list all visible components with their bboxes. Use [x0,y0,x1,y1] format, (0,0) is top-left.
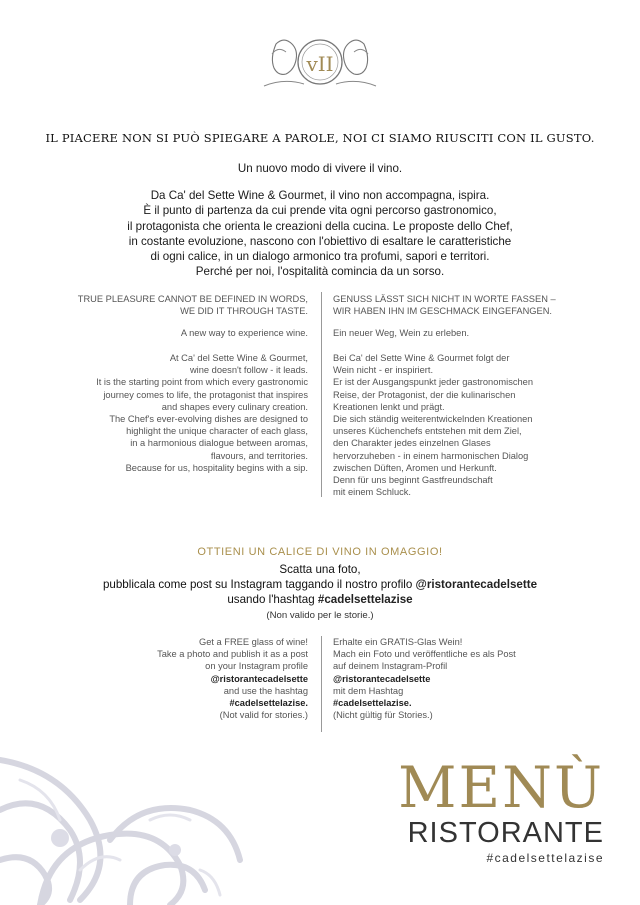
intro-de-line: Denn für uns beginnt Gastfreundschaft [333,475,493,486]
promo-en-line: Take a photo and publish it as a post [157,649,308,660]
intro-en-line: The Chef's ever-evolving dishes are designed to [109,414,308,425]
intro-it-line: di ogni calice, in un dialogo armonico tra profumi, sapori e territori. [150,250,490,264]
promo-heading: OTTIENI UN CALICE DI VINO IN OMAGGIO! [197,546,443,558]
intro-de-line: zwischen Düften, Aromen und Herkunft. [333,462,497,473]
promo-en-line: and use the hashtag [223,685,308,696]
promo-de-line: mit dem Hashtag [333,685,404,696]
menu-title: MENÙ [398,755,604,821]
hashtag-link[interactable]: #cadelsettelazise [317,593,413,607]
intro-de-subtitle [333,327,469,339]
intro-en-line: flavours, and territories. [210,450,308,461]
intro-en-heading [78,293,308,317]
promo-de-line: (Nicht gültig für Stories.) [333,710,433,721]
promo-it-text: usando l'hashtag [227,593,318,607]
column-divider [321,292,322,497]
intro-en-line: It is the starting point from which every gastronomic [96,377,308,388]
promo-it-text: pubblicala come post su Instagram taggando il nostro profilo [102,578,416,592]
intro-en-line: highlight the unique character of each glass, [126,426,308,437]
ristorante-title: RISTORANTE [407,817,604,849]
footer-hashtag: #cadelsettelazise [486,851,604,865]
intro-it-line: Da Ca' del Sette Wine & Gourmet, il vino non accompagna, ispira. [150,189,490,202]
promo-it-line [0,577,640,592]
intro-de-line: Bei Ca' del Sette Wine & Gourmet folgt der [333,353,510,363]
intro-en-line: in a harmonious dialogue between aromas, [130,438,308,449]
instagram-profile-link[interactable]: @ristorantecadelsette [210,673,308,684]
baroque-ornament-icon [0,720,260,905]
intro-en-paragraph [96,352,308,474]
intro-en-subtitle-text: A new way to experience wine. [180,328,308,338]
intro-de-line: Reise, der Protagonist, der die kulinarischen [333,389,516,400]
intro-it-line: Perché per noi, l'ospitalità comincia da un sorso. [195,265,445,279]
hashtag-link[interactable]: #cadelsettelazise. [333,698,412,709]
intro-de-line: Kreationen lenkt und prägt. [333,401,445,412]
intro-de-heading-line: GENUSS LÄSST SICH NICHT IN WORTE FASSEN – [333,294,556,304]
promo-it-note: (Non valido per le storie.) [266,609,374,621]
intro-en-heading-line: TRUE PLEASURE CANNOT BE DEFINED IN WORDS, [77,294,308,304]
intro-en-subtitle [181,327,308,339]
intro-it-paragraph [70,188,570,280]
promo-en-line [157,697,308,709]
intro-en-line: At Ca' del Sette Wine & Gourmet, [169,353,308,363]
promo-en-line: on your Instagram profile [205,661,308,672]
intro-de-line: Wein nicht - er inspiriert. [333,365,434,376]
promo-de-line: Mach ein Foto und veröffentliche es als Post [333,649,516,660]
intro-de-heading [333,293,556,317]
promo-de [333,636,516,721]
promo-it-line [0,592,640,607]
logo-text: vII [306,52,334,76]
promo-de-line [333,697,516,709]
intro-it-subtitle [70,161,570,176]
promo-en-line [157,673,308,685]
intro-it-line: in costante evoluzione, nascono con l'obiettivo di esaltare le caratteristiche [128,234,512,248]
promo-en [157,636,308,721]
promo-de-line: auf deinem Instagram-Profil [333,661,448,672]
intro-en-line: journey comes to life, the protagonist that inspires [103,389,308,400]
intro-de-paragraph [333,352,533,498]
hashtag-link[interactable]: #cadelsettelazise. [229,698,308,709]
intro-de-heading-line: WIR HABEN IHN IM GESCHMACK EINGEFANGEN. [333,306,553,317]
intro-de-line: mit einem Schluck. [333,487,412,498]
intro-en-heading-line: WE DID IT THROUGH TASTE. [180,306,308,317]
column-divider [321,636,322,732]
promo-en-line: (Not valid for stories.) [219,710,308,721]
logo-emblem [256,30,384,94]
intro-de-subtitle-text: Ein neuer Weg, Wein zu erleben. [333,328,470,338]
intro-en-line: wine doesn't follow - it leads. [189,365,308,376]
intro-en-line: and shapes every culinary creation. [161,401,308,412]
instagram-profile-link[interactable]: @ristorantecadelsette [333,673,431,684]
promo-en-line: Get a FREE glass of wine! [198,637,308,647]
intro-de-line: unseres Küchenchefs entstehen mit dem Ziel, [333,426,522,437]
instagram-profile-link[interactable]: @ristorantecadelsette [415,578,538,592]
promo-de-line [333,673,516,685]
promo-it-body [0,562,640,623]
intro-de-line: den Charakter jedes einzelnen Glases [333,438,491,449]
intro-it-line: È il punto di partenza da cui prende vita ogni percorso gastronomico, [143,204,497,218]
intro-de-line: Er ist der Ausgangspunkt jeder gastronomischen [333,377,533,388]
promo-de-line: Erhalte ein GRATIS-Glas Wein! [333,637,463,647]
intro-it-subtitle-text: Un nuovo modo di vivere il vino. [237,162,403,175]
promo-it-line: Scatta una foto, [279,563,361,576]
intro-en-line: Because for us, hospitality begins with a sip. [125,462,308,473]
page-tagline: IL PIACERE NON SI PUÒ SPIEGARE A PAROLE, NOI CI SIAMO RIUSCITI CON IL GUSTO. [45,131,595,145]
intro-de-line: Die sich ständig weiterentwickelnden Kreationen [333,414,533,425]
intro-de-line: hervorzuheben - in einem harmonischen Dialog [333,450,529,461]
intro-it-line: il protagonista che orienta le creazioni della cucina. Le proposte dello Chef, [127,219,513,233]
